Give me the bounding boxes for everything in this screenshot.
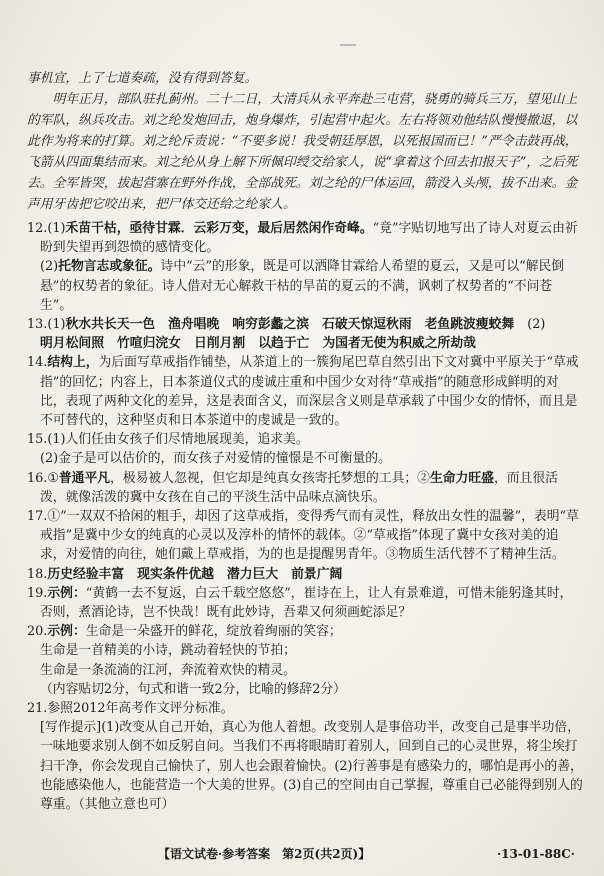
question-number: 16. <box>27 470 48 486</box>
question-number: 14. <box>27 355 48 371</box>
example-label: 示例： <box>47 585 86 601</box>
answer-17 <box>27 507 583 565</box>
page-content <box>27 68 583 814</box>
answer-key-point: 禾苗干枯，亟待甘霖．云彩万变，最后居然闲作奇峰。 <box>65 221 373 236</box>
question-number: 20. <box>27 624 48 640</box>
question-number: 15. <box>27 432 48 448</box>
footer-code: ·13-01-88C· <box>497 847 575 861</box>
part-label: (2) <box>40 451 59 467</box>
answer-20-scoring-note: （内容贴切2分，句式和谐一致2分，比喻的修辞2分） <box>40 681 346 697</box>
answer-text: “黄鹤一去不复返，白云千载空悠悠”，崔诗在上，让人有景难道，可惜未能躬逢其时，否则，煮酒论诗，岂不快哉！既有此妙诗，吾辈又何须画蛇添足？ <box>40 585 573 621</box>
translation-continuation: 事机宜，上了七道奏疏，没有得到答复。 <box>27 71 258 86</box>
answer-text: 人们任由女孩子们尽情地展现美，追求美。 <box>65 432 309 448</box>
question-number: 17. <box>27 509 48 525</box>
answer-item: 历史经验丰富 <box>47 566 125 582</box>
part-label: (2) <box>40 259 59 275</box>
answer-item: 竹喧归浣女 <box>116 336 181 352</box>
answer-text: 生命是一朵盛开的鲜花，绽放着绚丽的笑容； <box>85 624 342 640</box>
answer-item: 响穷彭蠡之滨 <box>232 317 310 333</box>
answer-key-point: 生命力旺盛 <box>429 470 494 486</box>
page-footer <box>0 845 604 863</box>
answer-item: 渔舟唱晚 <box>168 317 220 333</box>
answer-text: ，极易被人忽视，但它却是纯真女孩寄托梦想的工具； <box>110 470 418 486</box>
answer-18 <box>27 565 583 584</box>
translation-paragraph: 明年正月，部队驻扎蓟州。二十二日，大清兵从永平奔赴三屯营，骁勇的骑兵三万，望见山上的军队，纵兵攻击。刘之纶发炮回击，炮身爆炸，引起营中起火。左右将领劝他结队慢慢撤退，以此作为将来的打算。刘之纶斥责说：“不要多说！我受朝廷厚恩，以死报国而已！”严令击鼓再战，飞箭从四面集结而来。刘之纶从身上解下所佩印绶交给家人，说“拿着这个回去扣报天子”，之后死去。全军皆哭，拔起营寨在野外作战，全部战死。刘之纶的尸体运回，箭没入头颅，拔不出来。金声用牙齿把它咬出来，把尸体交还给之纶家人。 <box>27 92 578 212</box>
answer-12-part-1 <box>27 219 583 257</box>
answer-item: 以趋于亡 <box>258 336 310 352</box>
answer-text: 诗中“云”的形象，既是可以洒降甘霖给人希望的夏云，又是可以“解民倒悬”的权势者的象征。诗人借对无心解救干枯的旱苗的夏云的不满，讽刺了权势者的“不问苍生”。 <box>40 259 565 313</box>
answer-item: 潜力巨大 <box>226 566 279 582</box>
part-label: (1) <box>47 317 66 333</box>
writing-tips <box>27 718 583 814</box>
answer-20-line-3: 生命是一条流淌的江河，奔流着欢快的精灵。 <box>40 662 296 678</box>
answer-20-line-2: 生命是一首精美的小诗，跳动着轻快的节拍； <box>40 643 296 659</box>
answer-item: 为国者无使为积威之所劫哉 <box>322 336 476 352</box>
answer-15-part-1 <box>27 430 583 449</box>
answer-20-line-1 <box>27 622 583 641</box>
translation-block <box>27 68 583 215</box>
answer-12-part-2 <box>27 257 583 315</box>
answer-13-part-1 <box>27 315 583 334</box>
writing-tips-label: [写作提示] <box>40 720 102 736</box>
point-mark: ① <box>47 470 59 486</box>
answer-key-point: 托物言志或象征。 <box>58 259 161 275</box>
answer-text: “竟”字贴切地写出了诗人对夏云由祈盼到失望再到怨愤的感情变化。 <box>40 221 578 256</box>
part-label: (2) <box>527 317 546 333</box>
question-number: 21. <box>27 701 48 717</box>
answer-15-part-2 <box>27 449 583 468</box>
scan-speck <box>340 44 356 46</box>
answer-text: 金子是可以估价的，而女孩子对爱情的憧憬是不可衡量的。 <box>58 451 391 467</box>
answer-text: 参照2012年高考作文评分标准。 <box>47 701 234 717</box>
question-number: 18. <box>27 566 48 582</box>
part-label: (1) <box>47 221 66 236</box>
answer-item: 日削月割 <box>193 336 246 352</box>
answer-item: 现实条件优越 <box>137 566 214 582</box>
question-number: 12. <box>27 221 48 236</box>
answer-text: ①“一双双不拾闲的粗手，却因了这草戒指，变得秀气而有灵性，释放出女性的温馨”，表明“草戒指”是冀中少女的纯真的心灵以及淳朴的情怀的载体。②“草戒指”体现了冀中女孩对美的追求，对爱情的向往，她们戴上草戒指，为的也是提醒男青年。③物质生活代替不了精神生活。 <box>40 509 579 563</box>
answer-14 <box>27 353 583 430</box>
answer-text: 为后面写草戒指作铺垫，从茶道上的一簇狗尾巴草自然引出下文对冀中平原关于“草戒指”的回忆；内容上，日本茶道仪式的虔诚庄重和中国少女对待“草戒指”的随意形成鲜明的对比，表现了两种文化的差异，这是表面含义，而深层含义则是草承载了中国少女的情怀，而且是不可替代的，这种坚贞和日本茶道中的虔诚是一致的。 <box>40 355 579 429</box>
answer-item: 明月松间照 <box>40 336 104 352</box>
part-label: (1) <box>47 432 66 448</box>
answer-21 <box>27 699 583 718</box>
answer-13-part-2 <box>27 334 583 353</box>
point-mark: ② <box>417 470 430 486</box>
example-label: 示例： <box>47 624 86 640</box>
answer-16 <box>27 469 583 507</box>
answer-item: 石破天惊逗秋雨 <box>322 317 412 333</box>
answer-item: 秋水共长天一色 <box>65 317 156 333</box>
writing-tips-text: (1)改变从自己开始，真心为他人着想。改变别人是事倍功半，改变自己是事半功倍，一味地要求别人倒不如反躬自问。当我们不再将眼睛盯着别人，回到自己的心灵世界，将尘埃打扫干净，你会发现自己愉快了，别人也会跟着愉快。(2)行善事是有感染力的，哪怕是再小的善，也能感染他人，也能营造一个大美的世界。(3)自己的空间由自己掌握，尊重自己必能得到别人的尊重。（其他立意也可） <box>40 720 583 813</box>
answer-text: ，而且很活泼，就像活泼的冀中女孩在自己的平淡生活中品味点滴快乐。 <box>40 470 558 505</box>
answer-item: 老鱼跳波瘦蛟舞 <box>424 317 515 333</box>
answers-block <box>27 219 583 814</box>
footer-title: 【语文试卷·参考答案 第2页(共2页)】 <box>158 847 371 861</box>
answer-19 <box>27 584 583 622</box>
question-number: 13. <box>27 317 48 333</box>
question-number: 19. <box>27 585 48 601</box>
answer-key-point: 普通平凡 <box>58 470 111 486</box>
answer-item: 前景广阔 <box>291 566 343 582</box>
answer-key-point: 结构上， <box>47 355 99 371</box>
